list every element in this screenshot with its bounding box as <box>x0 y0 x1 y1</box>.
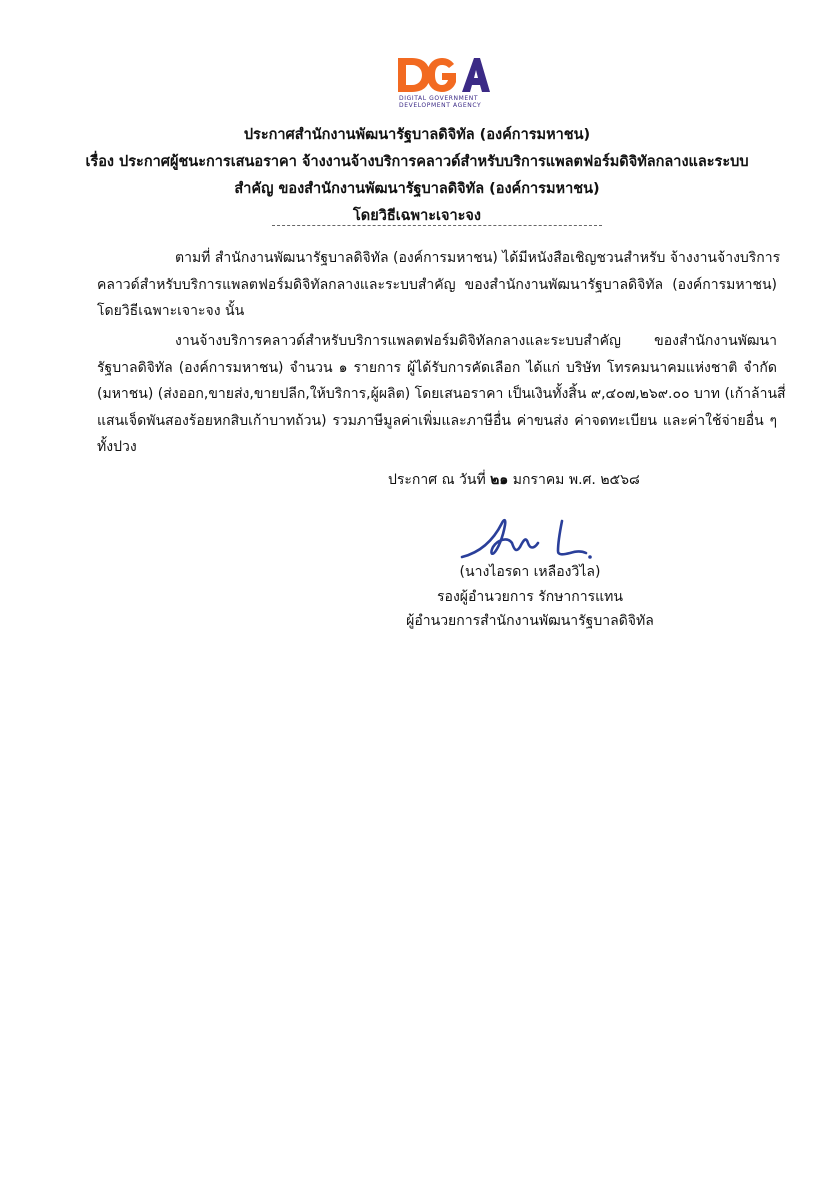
date-day: ๒๑ <box>490 472 509 488</box>
title-line-2: เรื่อง ประกาศผู้ชนะการเสนอราคา จ้างงานจ้างบริการคลาวด์สำหรับบริการแพลตฟอร์มดิจิทัลกลางและระบบ <box>85 154 749 170</box>
paragraph1-line-1: ตามที่ สำนักงานพัฒนารัฐบาลดิจิทัล (องค์การมหาชน) ได้มีหนังสือเชิญชวนสำหรับ จ้างงานจ้างบริการ <box>175 250 781 266</box>
title-divider <box>272 225 602 226</box>
date-suffix: มกราคม พ.ศ. ๒๕๖๘ <box>508 472 640 488</box>
paragraph1-line-3: โดยวิธีเฉพาะเจาะจง นั้น <box>97 303 245 319</box>
announcement-title <box>60 122 774 230</box>
paragraph2-line-4: แสนเจ็ดพันสองร้อยหกสิบเก้าบาทถ้วน) รวมภาษีมูลค่าเพิ่มและภาษีอื่น ค่าขนส่ง ค่าจดทะเบียน และค่าใช้จ่ายอื่น ๆ <box>97 412 777 429</box>
dga-logo <box>396 54 490 112</box>
signature-image <box>458 513 594 563</box>
signer-name: (นางไอรดา เหลืองวิไล) <box>459 564 601 580</box>
logo-subtitle-line2: DEVELOPMENT AGENCY <box>399 102 482 109</box>
dga-logo-mark <box>396 54 490 94</box>
signer-position-2: ผู้อำนวยการสำนักงานพัฒนารัฐบาลดิจิทัล <box>406 613 654 629</box>
paragraph2-line-3: (มหาชน) (ส่งออก,ขายส่ง,ขายปลีก,ให้บริการ,ผู้ผลิต) โดยเสนอราคา เป็นเงินทั้งสิ้น ๙,๔๐๗,๒๖๙.๐๐ บาท (เก้าล้านสี่ <box>97 386 786 402</box>
paragraph2-line-5: ทั้งปวง <box>97 439 137 455</box>
paragraph2-line-1: งานจ้างบริการคลาวด์สำหรับบริการแพลตฟอร์มดิจิทัลกลางและระบบสำคัญ ของสำนักงานพัฒนา <box>175 333 777 349</box>
title-line-1: ประกาศสำนักงานพัฒนารัฐบาลดิจิทัล (องค์การมหาชน) <box>243 127 591 143</box>
announcement-date <box>388 469 640 491</box>
signer-position-1: รองผู้อำนวยการ รักษาการแทน <box>437 589 623 605</box>
title-line-4: โดยวิธีเฉพาะเจาะจง <box>353 208 481 224</box>
date-prefix: ประกาศ ณ วันที่ <box>388 472 491 488</box>
paragraph2-line-2: รัฐบาลดิจิทัล (องค์การมหาชน) จำนวน ๑ รายการ ผู้ได้รับการคัดเลือก ได้แก่ บริษัท โทรคมนาคมแห่งชาติ จำกัด <box>97 359 778 376</box>
paragraph-invitation <box>97 245 781 325</box>
logo-subtitle-line1: DIGITAL GOVERNMENT <box>399 95 479 102</box>
paragraph1-line-2: คลาวด์สำหรับบริการแพลตฟอร์มดิจิทัลกลางและระบบสำคัญ ของสำนักงานพัฒนารัฐบาลดิจิทัล (องค์การมหาชน) <box>97 276 777 293</box>
title-line-3: สำคัญ ของสำนักงานพัฒนารัฐบาลดิจิทัล (องค์การมหาชน) <box>234 181 600 197</box>
paragraph-winner <box>97 328 786 461</box>
